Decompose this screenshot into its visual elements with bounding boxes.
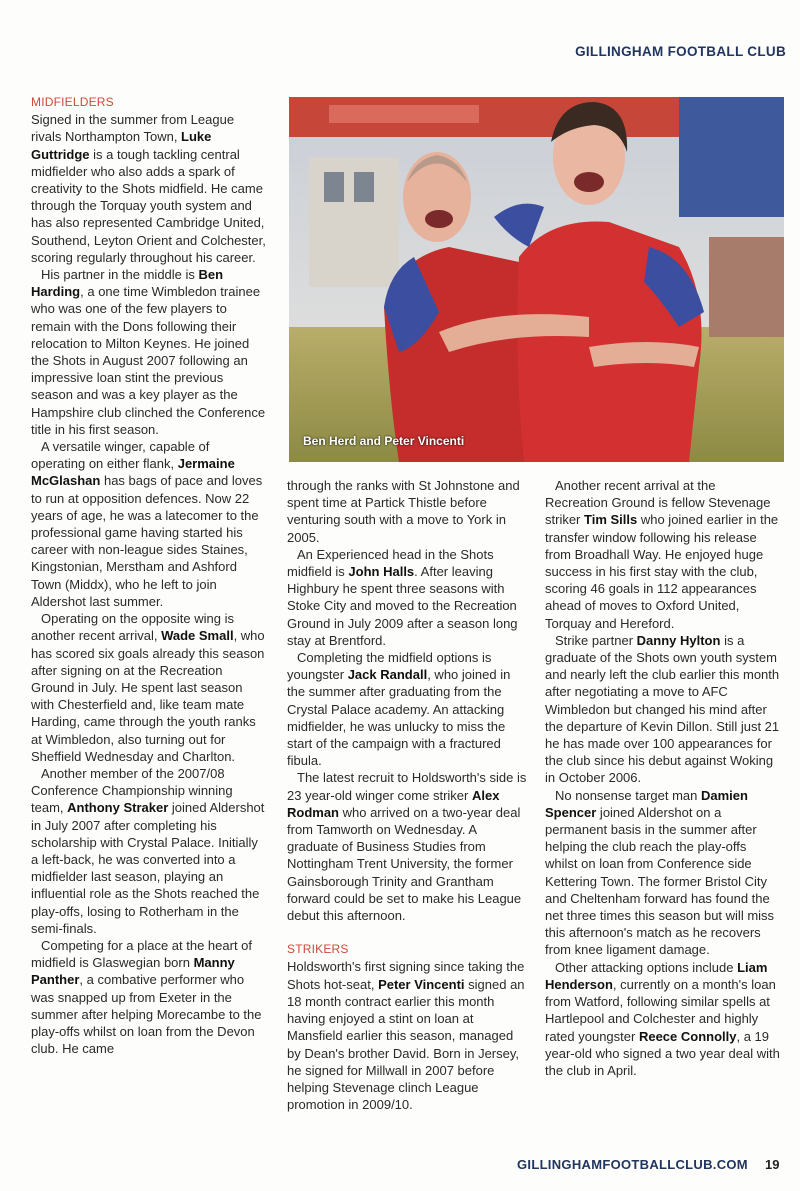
paragraph: Holdsworth's first signing since taking the Shots hot-seat, Peter Vincenti signed an 18 month contract earlier this month having enjoyed a stint on loan at Mansfield earlier this season, managed by Dean's brother David. Born in Jersey, he signed for Millwall in 2007 before helping Stevenage clinch League promotion in 2009/10.: [287, 959, 525, 1113]
column-1: [31, 94, 267, 1057]
paragraph: Another member of the 2007/08 Conference Championship winning team, Anthony Straker joined Aldershot in July 2007 after completing his scholarship with Crystal Palace. Initially a left-back, he was converted into a midfielder last season, playing an influential role as the Shots reached the play-offs, losing to Rotherham in the semi-finals.: [31, 765, 265, 936]
paragraph: Signed in the summer from League rivals Northampton Town, Luke Guttridge is a tough tackling central midfielder who also adds a spark of creativity to the Shots midfield. He came through the Torquay youth system and has also represented Cambridge United, Southend, Leyton Orient and Colchester, scoring regularly throughout his career.: [31, 112, 266, 265]
player-photo: [289, 97, 784, 462]
paragraph: Another recent arrival at the Recreation Ground is fellow Stevenage striker Tim Sills who joined earlier in the transfer window following his release from Broadhall Way. He enjoyed huge success in his first stay with the club, scoring 46 goals in 112 appearances ahead of moves to Oxford United, Torquay and Hereford.: [545, 478, 779, 631]
section-heading-strikers: STRIKERS: [287, 942, 349, 957]
section-heading-midfielders: MIDFIELDERS: [31, 95, 114, 109]
celebration-image: [289, 97, 784, 462]
paragraph: through the ranks with St Johnstone and spent time at Partick Thistle before venturing south with a move to York in 2005.: [287, 478, 520, 545]
paragraph: No nonsense target man Damien Spencer joined Aldershot on a permanent basis in the summer after helping the club reach the play-offs whilst on loan from Conference side Kettering Town. The former Bristol City and Cheltenham forward has found the net three times this season but will miss this afternoon's match as he recovers from knee ligament damage.: [545, 787, 775, 958]
paragraph: The latest recruit to Holdsworth's side is 23 year-old winger come striker Alex Rodman who arrived on a two-year deal from Tamworth on Wednesday. A graduate of Business Studies from Nottingham Trent University, the former Gainsborough Trinity and Grantham forward could be set to make his League debut this afternoon.: [287, 770, 527, 924]
paragraph: Strike partner Danny Hylton is a graduate of the Shots own youth system and nearly left the club earlier this month after negotiating a move to AFC Wimbledon but changed his mind after the departure of Kevin Dillon. Still just 21 he has made over 100 appearances for the club since his debut against Woking in October 2006.: [545, 632, 780, 786]
column-3: [545, 477, 780, 1079]
paragraph: His partner in the middle is Ben Harding, a one time Wimbledon trainee who was one of the few players to remain with the Dons following their relocation to Milton Keynes. He joined the Shots in August 2007 following an impressive loan stint the previous season and was a key player as the Hampshire club clinched the Conference title in his first season.: [31, 267, 266, 437]
footer-website: GILLINGHAMFOOTBALLCLUB.COM: [517, 1157, 748, 1172]
photo-caption: Ben Herd and Peter Vincenti: [303, 434, 465, 448]
paragraph: Competing for a place at the heart of midfield is Glaswegian born Manny Panther, a combative performer who was snapped up from Exeter in the summer after helping Morecambe to the play-offs whilst on loan from the Devon club. He came: [31, 937, 262, 1057]
column-2: [287, 477, 528, 1113]
paragraph: Operating on the opposite wing is another recent arrival, Wade Small, who has scored six goals already this season after signing on at the Recreation Ground in July. He spent last season with Chesterfield and, like team mate Harding, came through the youth ranks at Wimbledon, also turning out for Sheffield Wednesday and Charlton.: [31, 611, 265, 764]
running-header: GILLINGHAM FOOTBALL CLUB: [575, 44, 786, 59]
paragraph: Other attacking options include Liam Henderson, currently on a month's loan from Watford, following similar spells at Hartlepool and Colchester and highly rated youngster Reece Connolly, a 19 year-old who signed a two year deal with the club in April.: [545, 959, 780, 1078]
paragraph: A versatile winger, capable of operating on either flank, Jermaine McGlashan has bags of pace and loves to run at opposition defences. Now 22 years of age, he was a latecomer to the professional game having started his career with non-league sides Staines, Kingstonian, Merstham and Ashford Town (Middx), who he left to join Aldershot last summer.: [31, 439, 263, 609]
paragraph: An Experienced head in the Shots midfield is John Halls. After leaving Highbury he spent three seasons with Stoke City and moved to the Recreation Ground in July 2009 after a season long stay at Brentford.: [287, 546, 518, 648]
page-number: 19: [765, 1157, 780, 1172]
paragraph: Completing the midfield options is youngster Jack Randall, who joined in the summer after graduating from the Crystal Palace academy. An attacking midfielder, he was unlucky to miss the start of the campaign with a fractured fibula.: [287, 650, 511, 769]
